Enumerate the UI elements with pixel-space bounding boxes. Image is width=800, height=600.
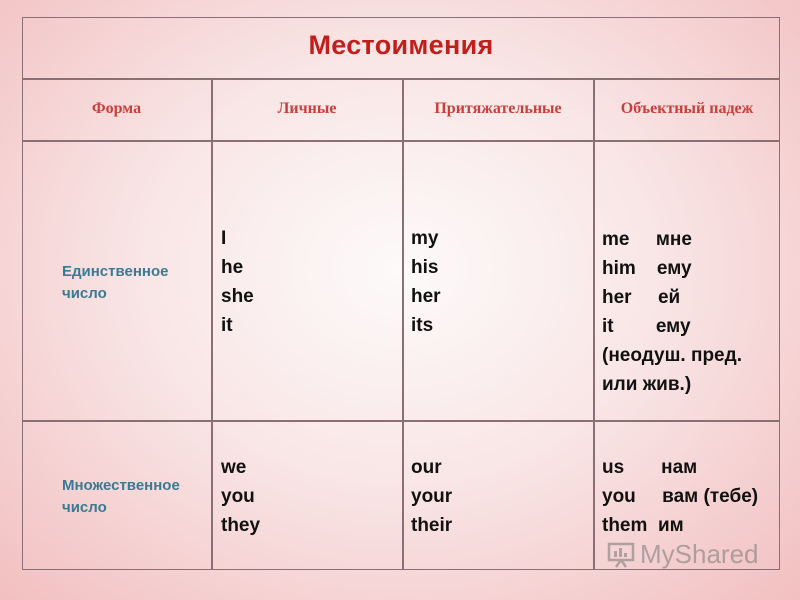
singular-possessive-2: his: [411, 257, 439, 278]
table-column-divider-1: [211, 78, 213, 570]
singular-objective-5: (неодуш. пред.: [602, 345, 742, 366]
singular-personal-2: he: [221, 257, 244, 278]
plural-personal-cell: [221, 453, 260, 540]
header-forma: Форма: [91, 100, 142, 117]
singular-personal-3: she: [221, 286, 254, 307]
page-title: Местоимения: [308, 30, 494, 60]
singular-possessive-4: its: [411, 315, 434, 336]
plural-personal-1: we: [221, 457, 247, 478]
table-divider-header: [22, 140, 780, 142]
singular-possessive-cell: [411, 224, 441, 340]
singular-personal-1: I: [221, 228, 227, 249]
plural-objective-1: us нам: [602, 457, 698, 478]
row-label-singular-line1: Единственное: [62, 263, 169, 280]
row-label-plural: [62, 475, 180, 519]
header-lichnye: Личные: [277, 100, 337, 117]
row-label-singular: [62, 261, 169, 305]
watermark: [606, 537, 759, 571]
row-label-plural-line1: Множественное: [62, 477, 180, 494]
row-label-plural-line2: число: [62, 499, 107, 516]
presentation-icon: [606, 539, 636, 569]
singular-possessive-3: her: [411, 286, 441, 307]
singular-personal-4: it: [221, 315, 233, 336]
table-column-divider-2: [402, 78, 404, 570]
plural-objective-cell: [602, 453, 758, 540]
plural-objective-2: you вам (тебе): [602, 486, 759, 507]
header-prityazhatelnye: Притяжательные: [434, 100, 562, 117]
plural-possessive-cell: [411, 453, 452, 540]
singular-objective-1: me мне: [602, 229, 692, 250]
plural-personal-3: they: [221, 515, 261, 536]
singular-objective-3: her ей: [602, 287, 681, 308]
header-obektnyi: Объектный падеж: [620, 100, 754, 117]
table-divider-title: [22, 78, 780, 80]
singular-objective-2: him ему: [602, 258, 692, 279]
plural-objective-3: them им: [602, 515, 684, 536]
singular-objective-4: it ему: [602, 316, 691, 337]
plural-possessive-2: your: [411, 486, 453, 507]
singular-personal-cell: [221, 224, 254, 340]
plural-possessive-1: our: [411, 457, 442, 478]
singular-objective-6: или жив.): [602, 374, 692, 395]
singular-objective-cell: [602, 225, 742, 399]
watermark-text: MyShared: [640, 538, 759, 569]
row-label-singular-line2: число: [62, 285, 107, 302]
plural-possessive-3: their: [411, 515, 453, 536]
plural-personal-2: you: [221, 486, 255, 507]
singular-possessive-1: my: [411, 228, 439, 249]
table-divider-rows: [22, 420, 780, 422]
table-column-divider-3: [593, 78, 595, 570]
